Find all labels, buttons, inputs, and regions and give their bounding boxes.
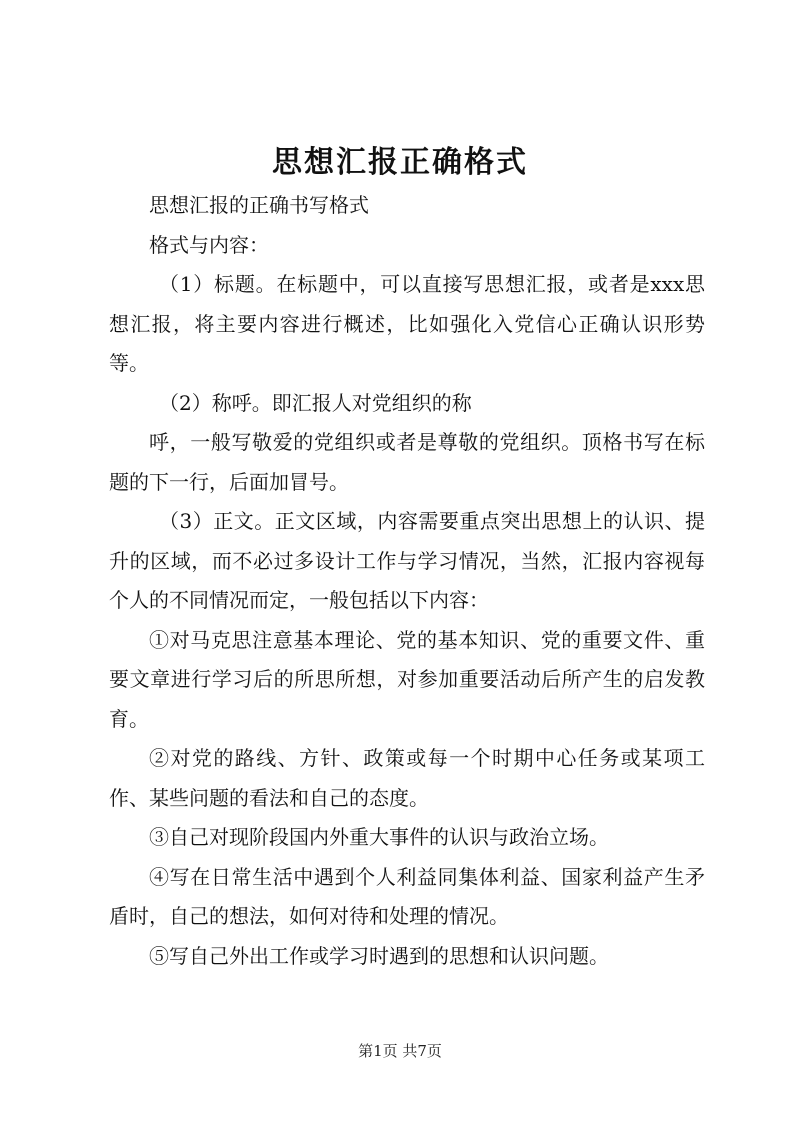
paragraph-item-3: （3）正文。正文区域，内容需要重点突出思想上的认识、提升的区域，而不必过多设计工作与学习情况，当然，汇报内容视每个人的不同情况而定，一般包括以下内容：: [109, 509, 705, 612]
paragraph-point-3: ③自己对现阶段国内外重大事件的认识与政治立场。: [149, 825, 609, 849]
paragraph-point-1: ①对马克思注意基本理论、党的基本知识、党的重要文件、重要文章进行学习后的所思所想，对参加重要活动后所产生的启发教育。: [109, 627, 705, 731]
paragraph-item-2: （2）称呼。即汇报人对党组织的称: [159, 390, 472, 415]
paragraph-item-2-continued: 呼，一般写敬爱的党组织或者是尊敬的党组织。顶格书写在标题的下一行，后面加冒号。: [109, 430, 705, 494]
page-footer: 第1页 共7页: [358, 1042, 442, 1060]
paragraph-format-intro: 格式与内容：: [149, 232, 269, 257]
paragraph-item-1: （1）标题。在标题中，可以直接写思想汇报，或者是xxx思想汇报，将主要内容进行概述，比如强化入党信心正确认识形势等。: [109, 272, 705, 375]
paragraph-point-4: ④写在日常生活中遇到个人利益同集体利益、国家利益产生矛盾时，自己的想法，如何对待和处理的情况。: [109, 864, 705, 928]
paragraph-subtitle: 思想汇报的正确书写格式: [149, 193, 369, 217]
paragraph-point-2: ②对党的路线、方针、政策或每一个时期中心任务或某项工作、某些问题的看法和自己的态度。: [109, 746, 705, 810]
document-body: [109, 186, 705, 976]
document-title: 思想汇报正确格式: [272, 145, 528, 180]
paragraph-point-5: ⑤写自己外出工作或学习时遇到的思想和认识问题。: [149, 943, 609, 968]
